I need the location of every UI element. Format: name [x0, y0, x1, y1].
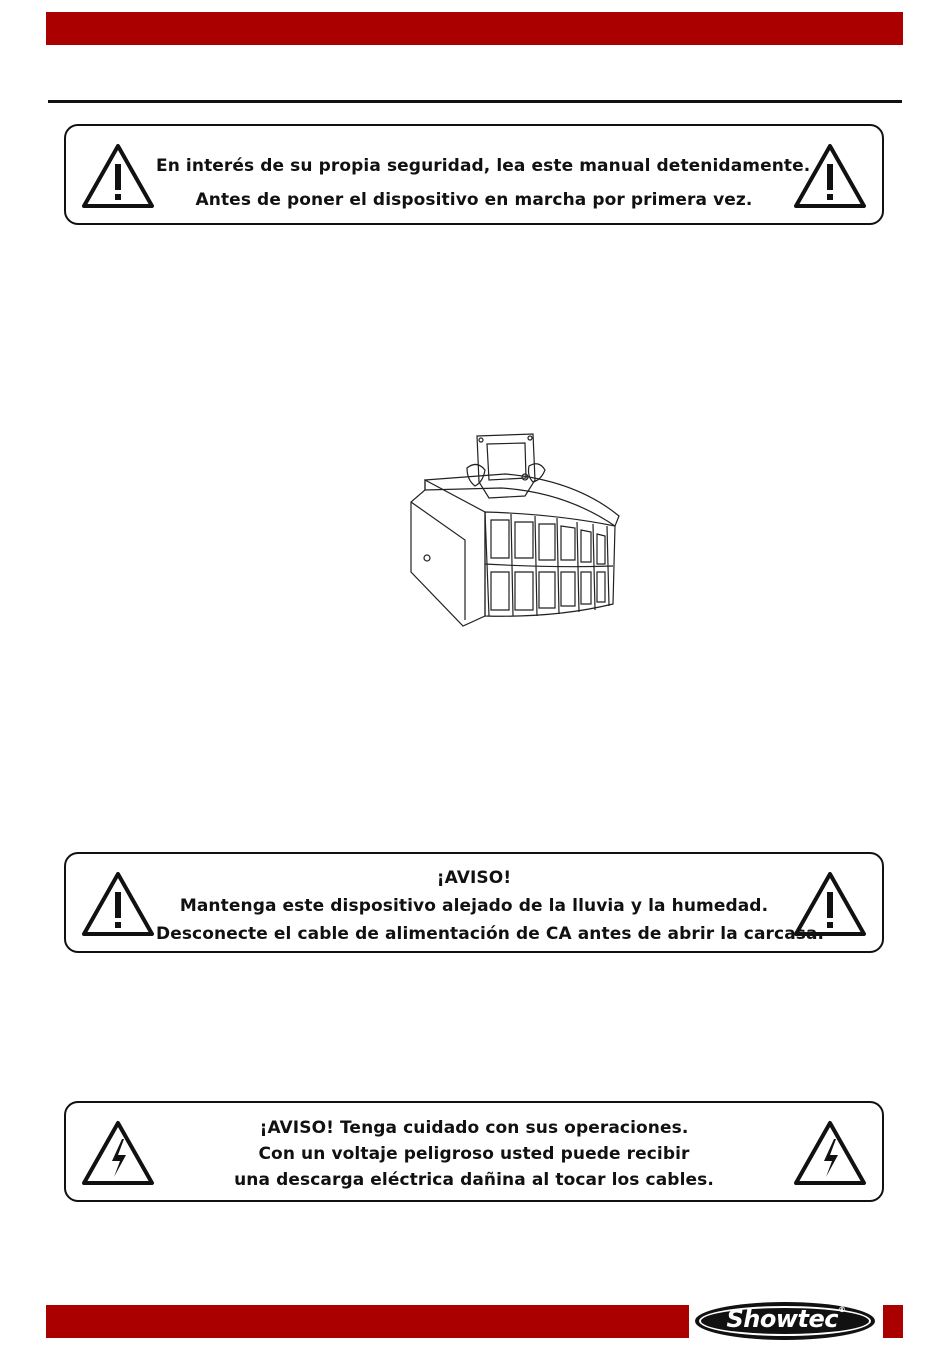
footer-red-bar [46, 1305, 689, 1338]
footer-red-bar-end [883, 1305, 903, 1338]
high-voltage-triangle-icon [80, 1119, 156, 1187]
high-voltage-triangle-icon [792, 1119, 868, 1187]
header-rule [48, 100, 902, 103]
moisture-line-2: Desconecte el cable de alimentación de CA antes de abrir la carcasa. [156, 924, 825, 944]
electric-line-1: ¡AVISO! Tenga cuidado con sus operaciones. [259, 1118, 689, 1138]
product-illustration [405, 430, 625, 630]
exclamation-triangle-icon [792, 870, 868, 938]
moisture-line-1: Mantenga este dispositivo alejado de la lluvia y la humedad. [179, 896, 769, 916]
showtec-logo [693, 1300, 879, 1344]
electric-warning-box [64, 1101, 884, 1202]
logo-text: Showtec [726, 1305, 838, 1333]
safety-warning-box [64, 124, 884, 225]
header-red-bar [46, 12, 903, 45]
safety-line-1: En interés de su propia seguridad, lea este manual detenidamente. [156, 156, 811, 176]
electric-line-2: Con un voltaje peligroso usted puede recibir [258, 1144, 690, 1164]
exclamation-triangle-icon [80, 870, 156, 938]
moisture-warning-box [64, 852, 884, 953]
exclamation-triangle-icon [80, 142, 156, 210]
electric-line-3: una descarga eléctrica dañina al tocar los cables. [234, 1170, 714, 1190]
logo-registered-mark: ® [838, 1305, 846, 1314]
safety-line-2: Antes de poner el dispositivo en marcha por primera vez. [195, 190, 753, 210]
exclamation-triangle-icon [792, 142, 868, 210]
moisture-title: ¡AVISO! [436, 868, 512, 888]
